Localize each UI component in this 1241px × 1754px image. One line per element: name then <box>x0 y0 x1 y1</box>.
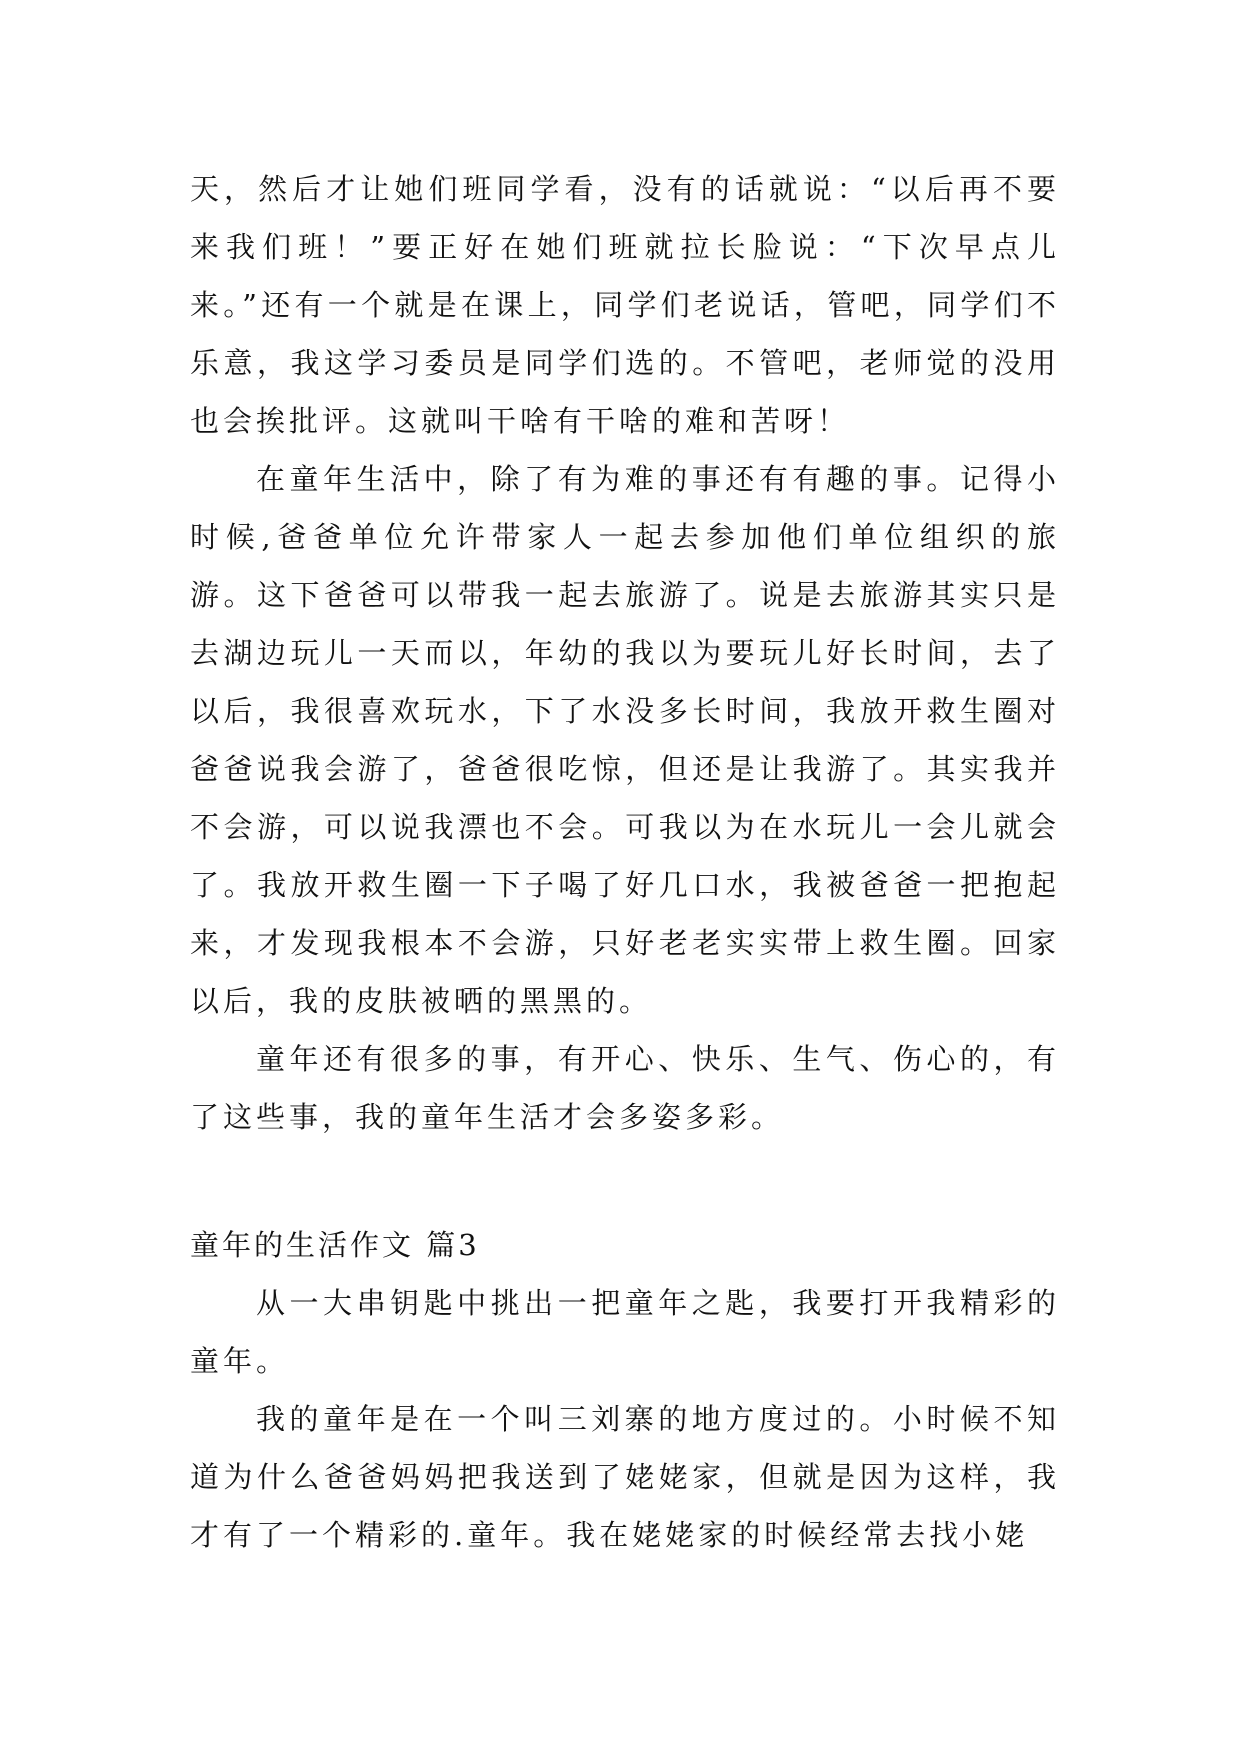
paragraph-2: 在童年生活中，除了有为难的事还有有趣的事。记得小时候,爸爸单位允许带家人一起去参加他们单位组织的旅游。这下爸爸可以带我一起去旅游了。说是去旅游其实只是去湖边玩儿一天而以，年幼的我以为要玩儿好长时间，去了以后，我很喜欢玩水，下了水没多长时间，我放开救生圈对爸爸说我会游了，爸爸很吃惊，但还是让我游了。其实我并不会游，可以说我漂也不会。可我以为在水玩儿一会儿就会了。我放开救生圈一下子喝了好几口水，我被爸爸一把抱起来，才发现我根本不会游，只好老老实实带上救生圈。回家以后，我的皮肤被晒的黑黑的。 <box>190 462 1060 1018</box>
paragraph-1: 天，然后才让她们班同学看，没有的话就说：“以后再不要来我们班！”要正好在她们班就拉长脸说：“下次早点儿来。”还有一个就是在课上，同学们老说话，管吧，同学们不乐意，我这学习委员是同学们选的。不管吧，老师觉的没用也会挨批评。这就叫干啥有干啥的难和苦呀！ <box>190 172 1060 438</box>
paragraph-5: 我的童年是在一个叫三刘寨的地方度过的。小时候不知道为什么爸爸妈妈把我送到了姥姥家，但就是因为这样，我才有了一个精彩的.童年。我在姥姥家的时候经常去找小姥 <box>190 1402 1060 1552</box>
document-body <box>190 160 1060 1564</box>
section-heading: 童年的生活作文 篇3 <box>190 1228 480 1262</box>
paragraph-3: 童年还有很多的事，有开心、快乐、生气、伤心的，有了这些事，我的童年生活才会多姿多彩。 <box>190 1042 1060 1134</box>
paragraph-4: 从一大串钥匙中挑出一把童年之匙，我要打开我精彩的童年。 <box>190 1286 1060 1378</box>
